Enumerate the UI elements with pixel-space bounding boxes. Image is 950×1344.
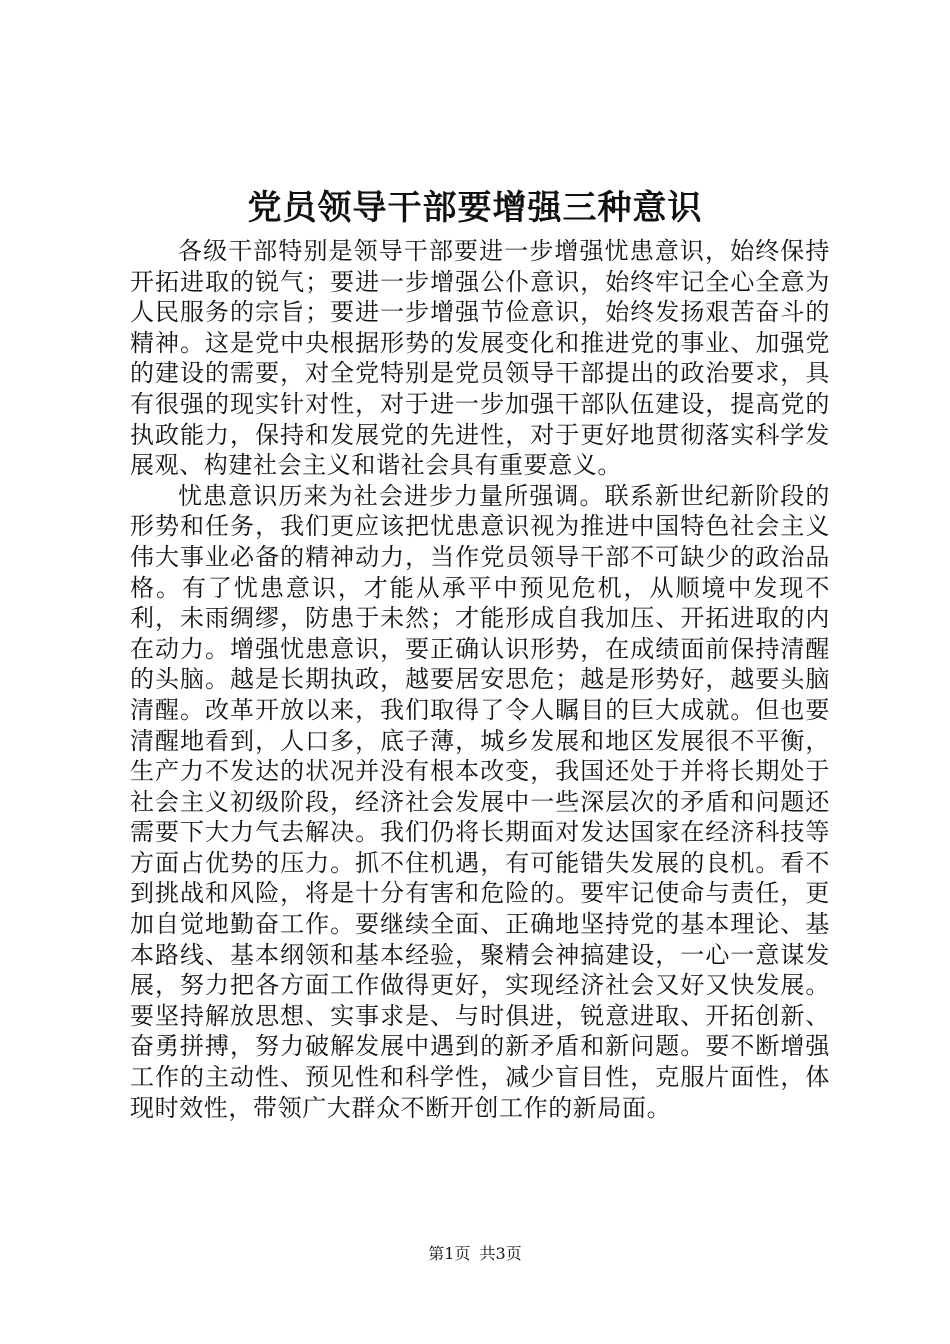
- document-body: [130, 236, 830, 1123]
- page-total: 共3页: [479, 1244, 522, 1263]
- paragraph-1: 各级干部特别是领导干部要进一步增强忧患意识，始终保持开拓进取的锐气；要进一步增强公仆意识，始终牢记全心全意为人民服务的宗旨；要进一步增强节俭意识，始终发扬艰苦奋斗的精神。这是党中央根据形势的发展变化和推进党的事业、加强党的建设的需要，对全党特别是党员领导干部提出的政治要求，具有很强的现实针对性，对于进一步加强干部队伍建设，提高党的执政能力，保持和发展党的先进性，对于更好地贯彻落实科学发展观、构建社会主义和谐社会具有重要意义。: [130, 237, 830, 480]
- paragraph-2: 忧患意识历来为社会进步力量所强调。联系新世纪新阶段的形势和任务，我们更应该把忧患意识视为推进中国特色社会主义伟大事业必备的精神动力，当作党员领导干部不可缺少的政治品格。有了忧患意识，才能从承平中预见危机，从顺境中发现不利，未雨绸缪，防患于未然；才能形成自我加压、开拓进取的内在动力。增强忧患意识，要正确认识形势，在成绩面前保持清醒的头脑。越是长期执政，越要居安思危；越是形势好，越要头脑清醒。改革开放以来，我们取得了令人瞩目的巨大成就。但也要清醒地看到，人口多，底子薄，城乡发展和地区发展很不平衡，生产力不发达的状况并没有根本改变，我国还处于并将长期处于社会主义初级阶段，经济社会发展中一些深层次的矛盾和问题还需要下大力气去解决。我们仍将长期面对发达国家在经济科技等方面占优势的压力。抓不住机遇，有可能错失发展的良机。看不到挑战和风险，将是十分有害和危险的。要牢记使命与责任，更加自觉地勤奋工作。要继续全面、正确地坚持党的基本理论、基本路线、基本纲领和基本经验，聚精会神搞建设，一心一意谋发展，努力把各方面工作做得更好，实现经济社会又好又快发展。要坚持解放思想、实事求是、与时俱进，锐意进取、开拓创新、奋勇拼搏，努力破解发展中遇到的新矛盾和新问题。要不断增强工作的主动性、预见性和科学性，减少盲目性，克服片面性，体现时效性，带领广大群众不断开创工作的新局面。: [130, 481, 830, 1122]
- page-number: 第1页: [428, 1244, 471, 1263]
- document-title: 党员领导干部要增强三种意识: [247, 188, 703, 228]
- page-footer: [0, 1243, 950, 1265]
